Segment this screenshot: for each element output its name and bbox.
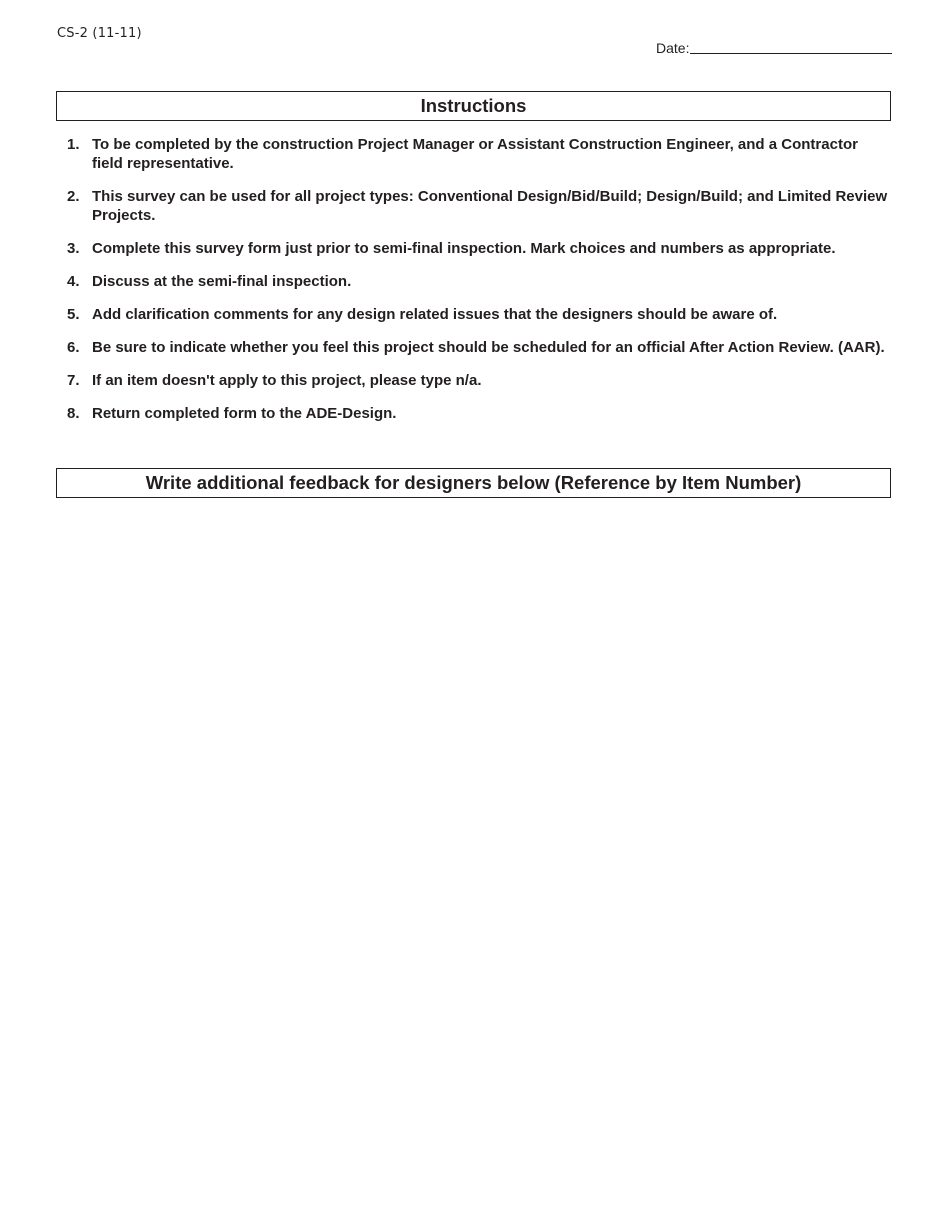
instruction-item — [62, 135, 892, 173]
instruction-number: 6. — [67, 339, 80, 356]
instruction-item — [62, 338, 892, 357]
instruction-number: 7. — [67, 372, 80, 389]
date-label: Date: — [656, 40, 690, 56]
date-input-line[interactable] — [690, 53, 892, 54]
instruction-text: Complete this survey form just prior to semi-final inspection. Mark choices and numbers as appropriate. — [92, 240, 836, 257]
instruction-text: If an item doesn't apply to this project, please type n/a. — [92, 372, 482, 389]
instruction-text: Discuss at the semi-final inspection. — [92, 273, 352, 290]
instruction-item — [62, 404, 892, 423]
instruction-number: 2. — [67, 188, 80, 205]
instruction-item — [62, 305, 892, 324]
instructions-list — [62, 135, 892, 423]
instruction-item — [62, 187, 892, 225]
date-field[interactable] — [656, 40, 892, 58]
instruction-text: This survey can be used for all project types: Conventional Design/Bid/Build; Design/Build; and Limited Review Projects. — [92, 188, 888, 224]
instruction-text: Add clarification comments for any design related issues that the designers should be aware of. — [92, 306, 778, 323]
instruction-number: 3. — [67, 240, 80, 257]
instruction-number: 1. — [67, 136, 80, 153]
instruction-number: 5. — [67, 306, 80, 323]
feedback-heading: Write additional feedback for designers below (Reference by Item Number) — [56, 468, 891, 498]
instruction-item — [62, 371, 892, 390]
instruction-text: Be sure to indicate whether you feel this project should be scheduled for an official After Action Review. (AAR). — [92, 339, 885, 356]
instruction-number: 8. — [67, 405, 80, 422]
instruction-text: Return completed form to the ADE-Design. — [92, 405, 397, 422]
instruction-item — [62, 239, 892, 258]
instruction-item — [62, 272, 892, 291]
instructions-heading: Instructions — [56, 91, 891, 121]
instruction-number: 4. — [67, 273, 80, 290]
form-code: CS-2 (11-11) — [57, 26, 142, 41]
instruction-text: To be completed by the construction Project Manager or Assistant Construction Engineer, and a Contractor field representative. — [92, 136, 858, 172]
